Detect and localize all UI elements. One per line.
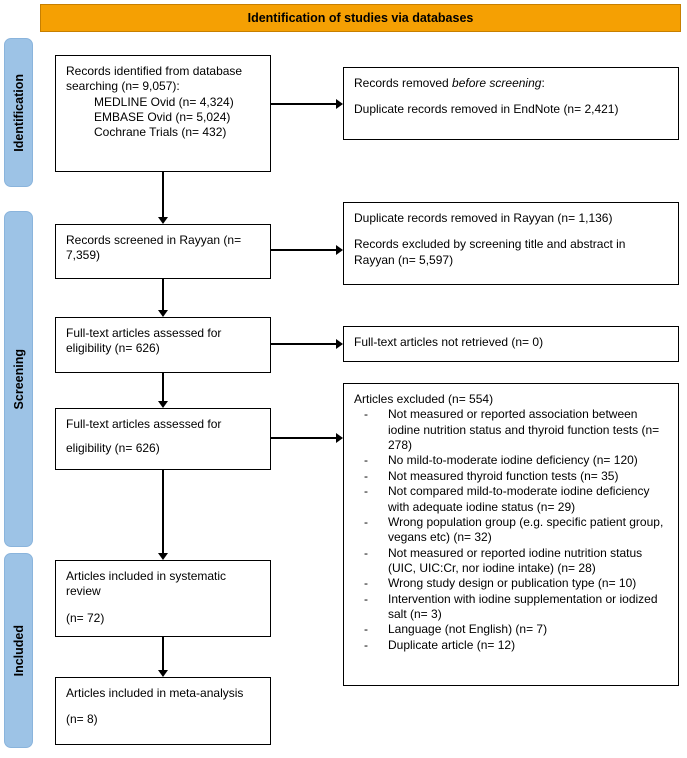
arrow-down-fulltext1-to-fulltext2 <box>162 373 164 401</box>
excluded-reason: - Language (not English) (n= 7) <box>354 622 668 637</box>
box-records-removed-before-screening <box>343 67 679 140</box>
removed-before-italic: before screening <box>452 76 542 90</box>
fulltext-eligibility-2-line1: Full-text articles assessed for <box>66 417 222 431</box>
arrow-right-fulltext1-to-notretrieved <box>271 343 336 345</box>
banner-title: Identification of studies via databases <box>247 11 474 25</box>
excluded-reason: - Not measured thyroid function tests (n= 35) <box>354 469 668 484</box>
side-label-identification <box>4 38 33 187</box>
box-included-meta-analysis <box>55 677 271 745</box>
box-duplicates-rayyan <box>343 202 679 285</box>
fulltext-not-retrieved-text: Full-text articles not retrieved (n= 0) <box>354 335 544 349</box>
box-fulltext-eligibility-1 <box>55 317 271 373</box>
source-cochrane: Cochrane Trials (n= 432) <box>94 125 227 140</box>
arrow-down-identified-to-screened <box>162 172 164 217</box>
excluded-reason: - Intervention with iodine supplementation or iodized salt (n= 3) <box>354 592 668 623</box>
meta-analysis-count: (n= 8) <box>66 712 98 727</box>
excluded-reason: - Not measured or reported iodine nutrition status (UIC, UIC:Cr, nor iodine intake) (n= 28) <box>354 546 668 577</box>
box-included-systematic-review <box>55 560 271 637</box>
fulltext-eligibility-1-text: Full-text articles assessed for eligibility (n= 626) <box>66 326 222 356</box>
rayyan-duplicates-line: Duplicate records removed in Rayyan (n= 1,136) <box>354 211 613 225</box>
box-articles-excluded <box>343 383 679 686</box>
source-embase: EMBASE Ovid (n= 5,024) <box>94 110 231 125</box>
box-records-identified <box>55 55 271 172</box>
articles-excluded-title: Articles excluded (n= 554) <box>354 392 494 406</box>
box-fulltext-eligibility-2 <box>55 408 271 470</box>
arrow-right-identified-to-removed <box>271 103 336 105</box>
excluded-reason: - Duplicate article (n= 12) <box>354 638 668 653</box>
arrow-down-screened-to-fulltext1 <box>162 279 164 310</box>
box-fulltext-not-retrieved <box>343 326 679 362</box>
removed-before-suffix: : <box>541 76 545 90</box>
arrow-right-fulltext2-to-excluded <box>271 437 336 439</box>
excluded-reason: - Not compared mild-to-moderate iodine deficiency with adequate iodine status (n= 29) <box>354 484 668 515</box>
source-medline: MEDLINE Ovid (n= 4,324) <box>94 94 234 109</box>
excluded-reason: - Wrong study design or publication type (n= 10) <box>354 576 668 591</box>
excluded-reason: - No mild-to-moderate iodine deficiency (n= 120) <box>354 453 668 468</box>
fulltext-eligibility-2-line2: eligibility (n= 626) <box>66 441 160 456</box>
side-label-identification-text: Identification <box>11 73 26 152</box>
excluded-reason: - Wrong population group (e.g. specific patient group, vegans etc) (n= 32) <box>354 515 668 546</box>
records-identified-intro: Records identified from database searching (n= 9,057): <box>66 64 243 94</box>
side-label-included-text: Included <box>11 624 26 677</box>
box-records-screened <box>55 224 271 279</box>
removed-before-title <box>354 76 668 91</box>
systematic-review-count: (n= 72) <box>66 610 105 625</box>
removed-before-prefix: Records removed <box>354 76 453 90</box>
meta-analysis-line1: Articles included in meta-analysis <box>66 686 244 700</box>
arrow-down-systematic-to-meta <box>162 637 164 670</box>
systematic-review-line1: Articles included in systematic review <box>66 569 227 599</box>
banner-databases <box>40 4 681 32</box>
arrow-right-screened-to-rayyan <box>271 249 336 251</box>
side-label-screening <box>4 211 33 547</box>
records-screened-text: Records screened in Rayyan (n= 7,359) <box>66 233 242 263</box>
removed-before-detail: Duplicate records removed in EndNote (n= 2,421) <box>354 102 619 117</box>
arrow-down-fulltext2-to-systematic <box>162 470 164 553</box>
rayyan-excluded-line: Records excluded by screening title and abstract in Rayyan (n= 5,597) <box>354 237 626 267</box>
side-label-included <box>4 553 33 748</box>
excluded-reason: - Not measured or reported association between iodine nutrition status and thyroid function tests (n= 278) <box>354 407 668 453</box>
side-label-screening-text: Screening <box>11 348 26 410</box>
